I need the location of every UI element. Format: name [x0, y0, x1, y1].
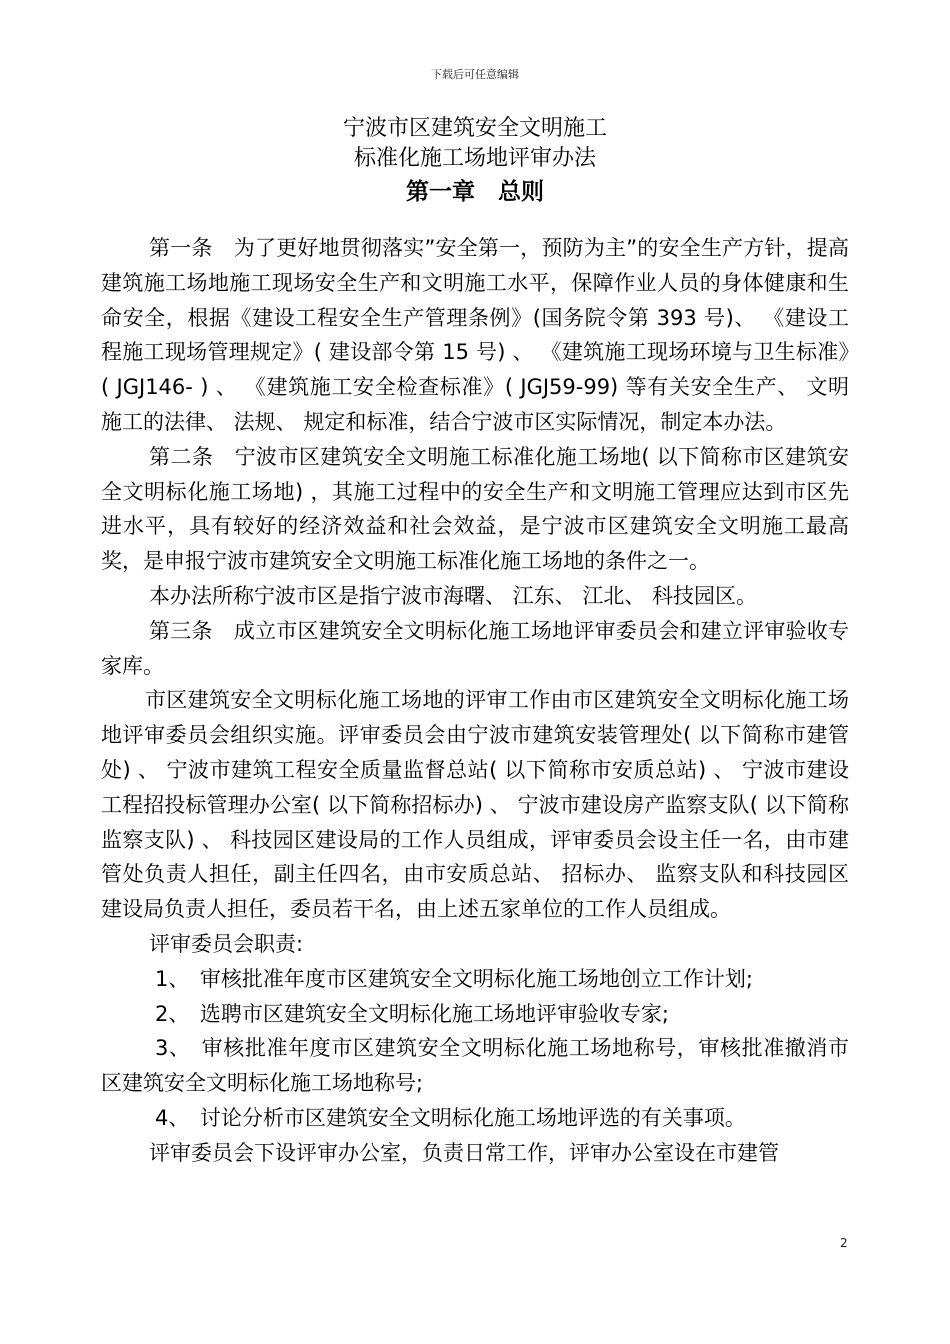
- document-body: [101, 231, 849, 1171]
- paragraph-duties-heading: 评审委员会职责:: [149, 931, 304, 956]
- page-number: 2: [840, 1236, 848, 1250]
- list-item-duty-2: 2、 选聘市区建筑安全文明标化施工场地评审验收专家;: [155, 1001, 669, 1026]
- paragraph-article-1: 第一条 为了更好地贯彻落实”安全第一，预防为主”的安全生产方针，提高建筑施工场地施工现场安全生产和文明施工水平，保障作业人员的身体健康和生命安全，根据《建设工程安全生产管理条例》(国务院令第 393 号)、 《建设工程施工现场管理规定》( 建设部令第 15 号) 、 《建筑施工现场环境与卫生标准》( JGJ146- ) 、 《建筑施工安全检查标准》( JGJ59-99) 等有关安全生产、 文明施工的法律、 法规、 规定和标准，结合宁波市区实际情况，制定本办法。: [101, 236, 849, 434]
- document-title-line-1: 宁波市区建筑安全文明施工: [342, 116, 607, 141]
- paragraph-office: 评审委员会下设评审办公室，负责日常工作，评审办公室设在市建管: [149, 1140, 779, 1165]
- paragraph-scope: 本办法所称宁波市区是指宁波市海曙、 江东、 江北、 科技园区。: [149, 583, 758, 608]
- paragraph-article-3: 第三条 成立市区建筑安全文明标化施工场地评审委员会和建立评审验收专家库。: [101, 618, 849, 678]
- header-note: 下载后可任意编辑: [431, 68, 519, 81]
- document-title-line-2: 标准化施工场地评审办法: [353, 146, 596, 171]
- title-block: [0, 114, 950, 209]
- paragraph-committee: 市区建筑安全文明标化施工场地的评审工作由市区建筑安全文明标化施工场地评审委员会组织实施。评审委员会由宁波市建筑安装管理处( 以下简称市建管处) 、 宁波市建筑工程安全质量监督总站( 以下简称市安质总站) 、 宁波市建设工程招投标管理办公室( 以下简称招标办) 、 宁波市建设房产监察支队( 以下简称监察支队) 、 科技园区建设局的工作人员组成，评审委员会设主任一名，由市建管处负责人担任，副主任四名，由市安质总站、 招标办、 监察支队和科技园区建设局负责人担任，委员若干名，由上述五家单位的工作人员组成。: [101, 688, 849, 922]
- list-item-duty-4: 4、 讨论分析市区建筑安全文明标化施工场地评选的有关事项。: [155, 1105, 746, 1130]
- list-item-duty-3: 3、 审核批准年度市区建筑安全文明标化施工场地称号，审核批准撤消市区建筑安全文明标化施工场地称号;: [101, 1036, 849, 1096]
- list-item-duty-1: 1、 审核批准年度市区建筑安全文明标化施工场地创立工作计划;: [155, 966, 753, 991]
- paragraph-article-2: 第二条 宁波市区建筑安全文明施工标准化施工场地( 以下简称市区建筑安全文明标化施工场地) ，其施工过程中的安全生产和文明施工管理应达到市区先进水平，具有较好的经济效益和社会效益，是宁波市区建筑安全文明施工最高奖，是申报宁波市建筑安全文明施工标准化施工场地的条件之一。: [101, 444, 849, 574]
- chapter-title: 第一章 总则: [406, 179, 544, 205]
